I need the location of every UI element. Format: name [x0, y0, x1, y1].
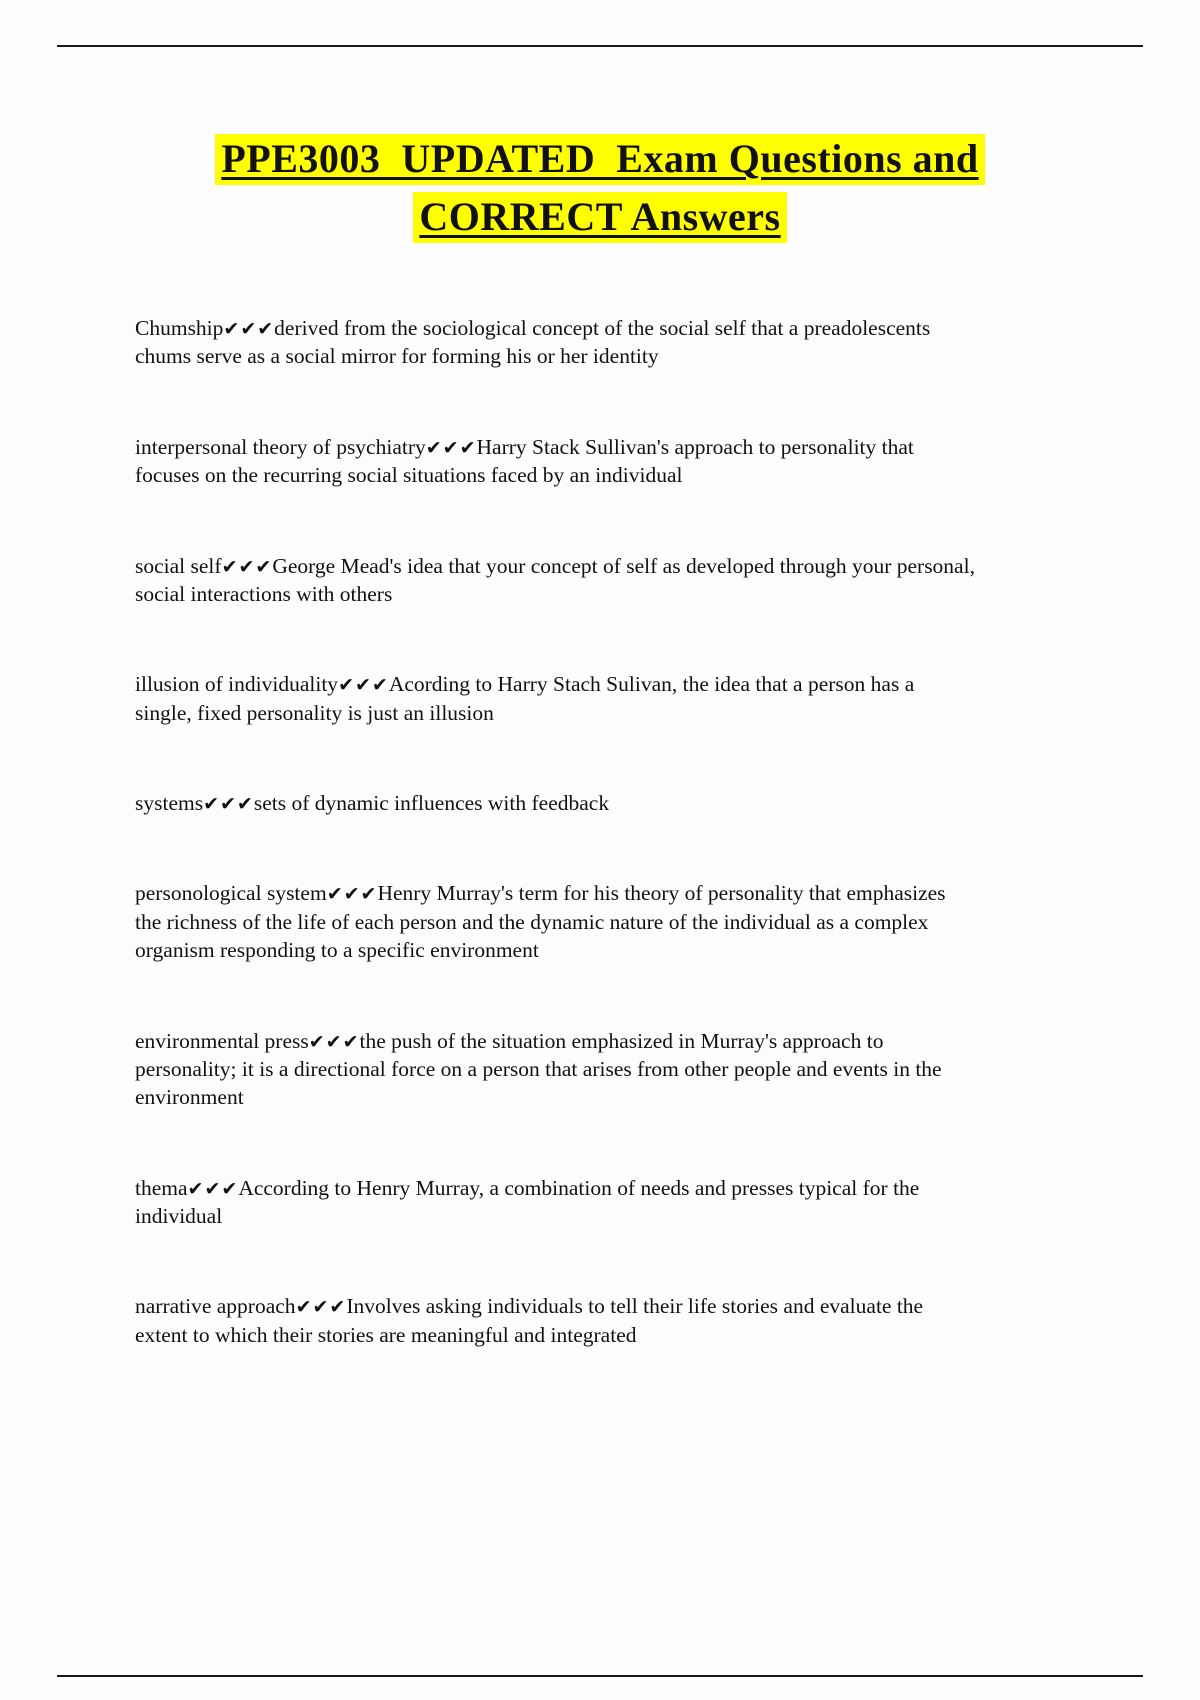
qa-term: thema	[135, 1175, 188, 1200]
qa-item	[135, 879, 975, 964]
qa-answer: Involves asking individuals to tell their life stories and evaluate the extent to which their stories are meaningful and integrated	[135, 1294, 924, 1347]
qa-item	[135, 1292, 975, 1349]
checkmarks-separator: ✔✔✔	[203, 793, 254, 815]
qa-answer: Harry Stack Sullivan's approach to personality that focuses on the recurring social situations faced by an individual	[135, 434, 914, 488]
checkmarks-separator: ✔✔✔	[326, 883, 378, 906]
checkmarks-separator: ✔✔✔	[338, 674, 389, 697]
checkmarks-separator: ✔✔✔	[295, 1296, 347, 1319]
qa-item	[135, 1027, 975, 1112]
qa-item	[135, 670, 975, 727]
qa-answer: derived from the sociological concept of the social self that a preadolescents chums serve as a social mirror for forming his or her identity	[135, 316, 931, 369]
qa-item	[135, 552, 975, 609]
qa-answer: sets of dynamic influences with feedback	[253, 791, 610, 815]
document-title	[0, 130, 1200, 246]
qa-answer: the push of the situation emphasized in Murray's approach to personality; it is a directional force on a person that arises from other people and events in the environment	[135, 1028, 942, 1110]
qa-answer: Acording to Harry Stach Sulivan, the idea that a person has a single, fixed personality is just an illusion	[135, 672, 915, 725]
qa-term: personological system	[135, 881, 327, 906]
qa-term: illusion of individuality	[135, 672, 339, 697]
qa-term: narrative approach	[135, 1294, 296, 1319]
qa-answer: George Mead's idea that your concept of self as developed through your personal, social interactions with others	[135, 553, 975, 606]
qa-item	[135, 1174, 975, 1231]
qa-item	[135, 789, 975, 817]
checkmarks-separator: ✔✔✔	[223, 318, 275, 340]
checkmarks-separator: ✔✔✔	[187, 1177, 239, 1200]
qa-term: environmental press	[135, 1028, 309, 1053]
checkmarks-separator: ✔✔✔	[221, 555, 273, 578]
qa-term: social self	[135, 553, 222, 578]
bottom-border-line	[57, 1675, 1143, 1677]
checkmarks-separator: ✔✔✔	[308, 1030, 360, 1053]
qa-answer: Henry Murray's term for his theory of personality that emphasizes the richness of the life of each person and the dynamic nature of the individual as a complex organism responding to a specific environment	[135, 881, 946, 963]
qa-item	[135, 314, 975, 371]
qa-term: Chumship	[135, 316, 224, 340]
title-line-1: PPE3003 UPDATED Exam Questions and	[215, 134, 984, 185]
qa-list	[135, 314, 975, 1349]
qa-term: systems	[135, 791, 204, 815]
qa-item	[135, 433, 975, 490]
checkmarks-separator: ✔✔✔	[425, 436, 477, 459]
title-line-2: CORRECT Answers	[413, 192, 786, 243]
top-border-line	[57, 45, 1143, 47]
qa-answer: According to Henry Murray, a combination of needs and presses typical for the individual	[135, 1175, 920, 1228]
qa-term: interpersonal theory of psychiatry	[135, 434, 426, 459]
